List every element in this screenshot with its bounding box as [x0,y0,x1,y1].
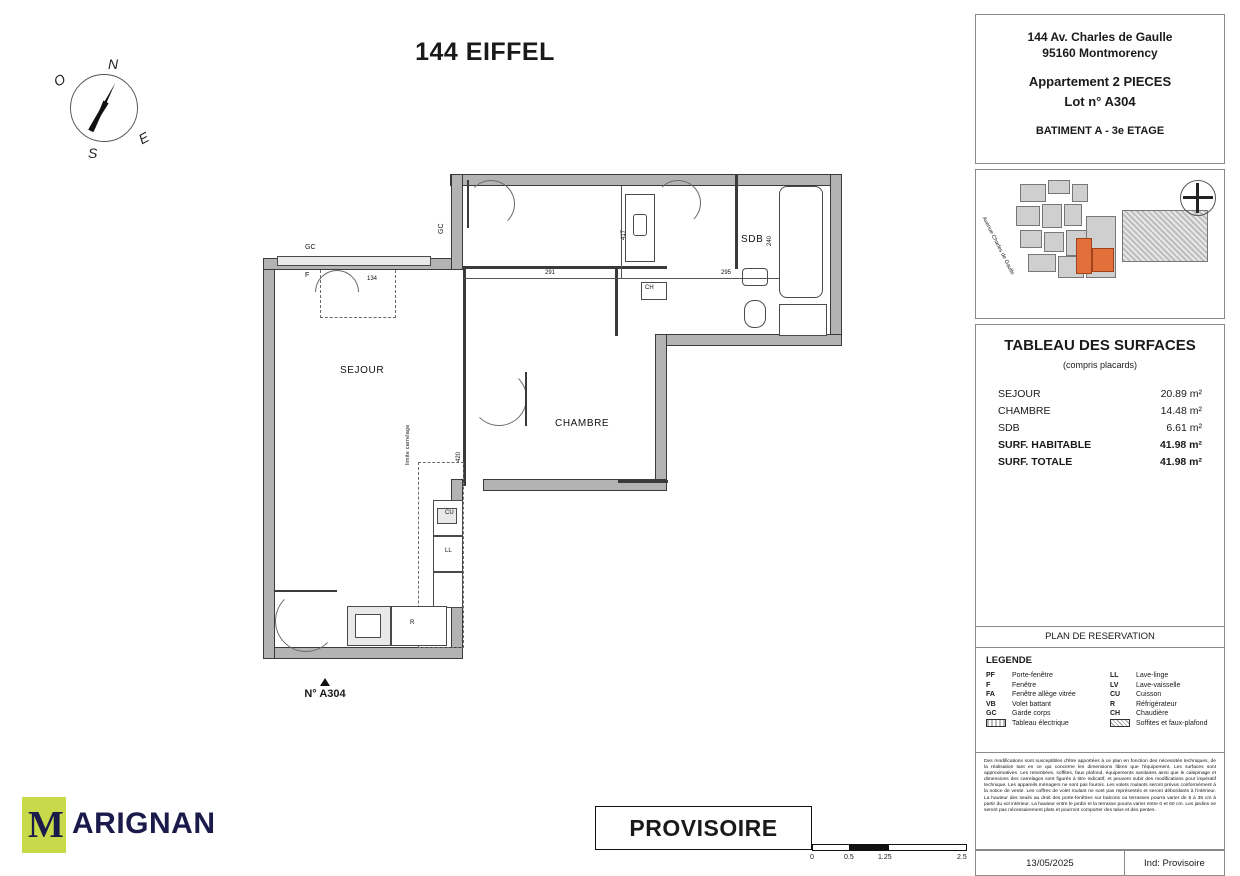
compass-label-s: S [88,145,98,161]
compass-label-e: E [135,128,152,148]
lot-number: Lot n° A304 [1064,94,1136,109]
footer-date: 13/05/2025 [976,851,1125,875]
sitemap-block-10 [1028,254,1056,272]
wall-left-sejour [263,258,275,659]
legend-label: Garde corps [1012,710,1051,718]
scale-tick-3: 2.5 [957,854,967,861]
wall-right-chambre [655,334,667,491]
room-label-sdb: SDB [741,234,764,245]
legend-title: LEGENDE [986,655,1032,666]
kitchen-sink-basin [355,614,381,638]
legend-code: PF [986,672,995,679]
legend-code: CH [1110,710,1121,718]
lot-reference [255,678,395,700]
table-row [998,437,1202,454]
soffite-hatch-icon [1110,719,1136,731]
sitemap-compass-icon [1180,180,1216,216]
logo-letter: M [28,804,64,846]
scale-segment-3 [888,844,967,851]
legend-code: FA [986,691,995,699]
dim-291: 291 [545,270,556,276]
legend-code: R [1110,700,1116,708]
dim-295: 295 [721,270,732,276]
compass-label-n: N [108,56,119,72]
list-item [1110,690,1224,700]
wc [744,300,766,328]
sitemap-block-6 [1064,204,1082,226]
wall-top-right [450,174,842,186]
sitemap-road-label: Avenue Charles de Gaulle [980,216,1016,276]
surfaces-title: TABLEAU DES SURFACES [1004,337,1196,354]
logo-text: ARIGNAN [72,807,216,840]
dim-134: 134 [367,276,378,282]
list-item [1110,709,1224,719]
legend-label: Volet battant [1012,700,1051,708]
legend-label: Cuisson [1136,691,1162,699]
room-label-sejour: SEJOUR [340,365,385,376]
bathtub [779,186,823,298]
sitemap-block-3 [1072,184,1088,202]
list-item [986,690,1100,700]
scale-segment-1 [812,844,850,851]
legend-label: Porte-fenêtre [1012,672,1053,679]
label-gc-left: GC [305,244,316,251]
legend-code: CU [1110,691,1121,699]
footer-ind: Ind: Provisoire [1144,857,1205,869]
legend-code: VB [986,700,996,708]
legend-code: GC [986,710,997,718]
address-line2: 95160 Montmorency [1042,46,1158,60]
list-item [986,671,1100,681]
partition-hall [463,266,667,269]
partition-sdb-left [615,266,618,336]
door-leaf-entrance [467,180,469,228]
sitemap-block-2 [1048,180,1070,194]
page-title: 144 EIFFEL [415,38,555,66]
legend-label: Réfrigérateur [1136,700,1177,708]
label-ll: LL [445,548,452,554]
sitemap-block-5 [1042,204,1062,228]
door-leaf-sejour [275,590,337,592]
legend-label: Soffites et faux-plafond [1136,719,1208,727]
legend-column-left [976,671,1100,731]
dim-420: 420 [456,451,462,462]
legend-label: Chaudière [1136,710,1169,718]
legend-columns [976,671,1224,731]
list-item [986,700,1100,710]
label-r: R [410,620,415,626]
dimline-horizontal-2 [667,278,779,279]
surface-label: SURF. TOTALE [998,456,1073,468]
list-item [1110,719,1224,731]
provisoire-stamp: PROVISOIRE [595,806,812,850]
legend-column-right [1100,671,1224,731]
surfaces-subtitle: (compris placards) [1062,360,1138,370]
legend-label: Tableau électrique [1012,719,1069,727]
surface-label: SDB [998,422,1020,434]
sitemap-block-1 [1020,184,1046,202]
sitemap-block-7 [1020,230,1042,248]
technical-meter [633,214,647,236]
surface-value: 20.89 m² [1160,388,1202,400]
legend-label: Fenêtre [1012,681,1037,689]
table-row [998,420,1202,437]
legend-label: Lave-linge [1136,672,1169,679]
table-row [998,386,1202,403]
partition-chambre-bottom [618,480,668,483]
shower-tray [779,304,827,336]
site-map-panel [975,169,1225,319]
legend-header: PLAN DE RESERVATION [976,627,1224,648]
dim-240: 240 [767,235,773,246]
surface-label: SEJOUR [998,388,1041,400]
address-panel [975,14,1225,164]
compass-label-o: O [50,70,69,90]
sitemap-highlight-lot [1076,238,1092,274]
sitemap-highlight-lot-2 [1092,248,1114,272]
door-arc-sejour [275,590,337,652]
footer-panel [975,850,1225,876]
legend-code: LL [1110,672,1119,679]
scale-tick-0: 0 [810,854,814,861]
address-line1: 144 Av. Charles de Gaulle [1027,30,1173,44]
wall-right-sdb [830,174,842,346]
partition-sdb-right [735,174,738,269]
lot-reference-label: N° A304 [304,688,346,700]
surface-value: 6.61 m² [1166,422,1202,434]
table-row [998,454,1202,471]
sink [742,268,768,286]
floor-plan-drawing [255,170,855,680]
list-item [986,709,1100,719]
door-arc-chambre [471,370,527,426]
dim-417: 417 [621,229,627,240]
label-gc-right: GC [438,223,445,234]
electrical-panel-icon [986,719,1012,731]
list-item [986,719,1100,731]
door-arc-sdb [655,180,701,226]
list-item [1110,671,1224,681]
kitchen-unit-3 [433,572,463,608]
label-cu: CU [445,510,454,516]
sitemap-block-8 [1044,232,1064,252]
apartment-type: Appartement 2 PIECES [1028,74,1172,89]
label-ch: CH [645,285,654,291]
info-sidebar [975,14,1225,869]
compass-rose [46,56,156,166]
scale-bar [812,840,967,868]
scale-tick-1: 0.5 [844,854,854,861]
marignan-logo [22,795,232,857]
sitemap-block-4 [1016,206,1040,226]
north-arrow-icon [320,678,330,686]
surface-value: 41.98 m² [1159,439,1202,451]
surface-value: 14.48 m² [1160,405,1202,417]
legal-notes: Des modifications sont susceptibles d'être apportées à ce plan en fonction des nécessités techniques, de la réalisation tant en ce qui concerne les dimensions libres que l'équipement. Les surfaces sont approximatives. Les retombées, soffites, faux plafond, équipements sanitaires ainsi que le calepinage et dimensions des carrelages sont figurés à titre indicatif, et peuvent subir des modifications pour impératif technique. Les appareils ménagers ne sont pas fournis. Les volets roulants seront prévus conformément à la notice de vente. Les coffres de volet roulant ne sont pas représentés et seront débordants à l'intérieur. La hauteur des seuils au droit des porte-fenêtres sur balcons ou terrasses pourra varier de 5 à 35 cm à partir du sol intérieur. La hauteur entre le jardin et la terrasse pourra varier entre 0 et 60 cm. Les jardins ne seront pas nécessairement plats et pourront comporter des talus et des pentes. [975,752,1225,850]
fridge-unit [391,606,447,646]
label-limite-carrelage: limite carrelage [405,424,411,465]
sitemap-block-hatched [1122,210,1208,262]
legend-label: Lave-vaisselle [1136,681,1181,689]
legend-code: LV [1110,681,1119,689]
label-window-f: F [305,272,310,279]
list-item [1110,700,1224,710]
surface-label: SURF. HABITABLE [998,439,1092,451]
surface-label: CHAMBRE [998,405,1051,417]
door-arc-entrance [467,180,515,228]
surfaces-panel [975,324,1225,629]
legend-label: Fenêtre allège vitrée [1012,691,1076,699]
list-item [986,681,1100,691]
scale-tick-2: 1.25 [878,854,892,861]
garde-corps-strip [277,256,431,266]
surfaces-table [976,386,1224,471]
wall-hall-left [451,174,463,270]
dimline-horizontal-1 [463,278,667,279]
partition-sejour-chambre [463,266,466,486]
building-floor: BATIMENT A - 3e ETAGE [1035,125,1165,137]
surface-value: 41.98 m² [1159,456,1202,468]
list-item [1110,681,1224,691]
table-row [998,403,1202,420]
scale-segment-2 [850,844,888,851]
room-label-chambre: CHAMBRE [555,418,610,429]
kitchen-unit-2 [433,536,463,572]
door-leaf-chambre [525,372,527,426]
legend-panel [975,626,1225,753]
legend-code: F [986,681,991,689]
